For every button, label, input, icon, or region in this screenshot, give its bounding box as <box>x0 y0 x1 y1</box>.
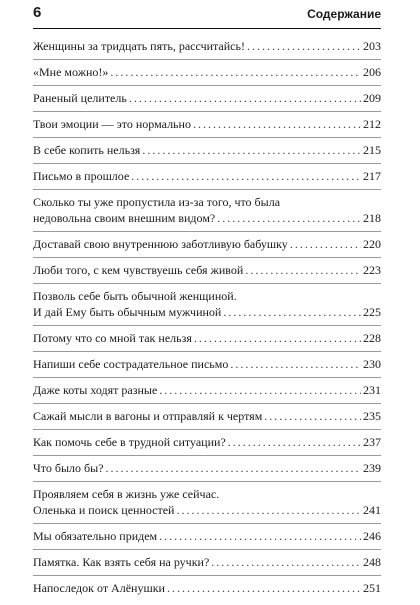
toc-entry-page: 251 <box>363 581 381 595</box>
toc-entry <box>33 168 381 190</box>
toc-entry-page: 223 <box>363 263 381 277</box>
dot-leader <box>159 382 361 398</box>
dot-leader <box>106 460 361 476</box>
toc-entry-title-line: Позволь себе быть обычной женщиной. <box>33 289 237 303</box>
dot-leader <box>131 168 361 184</box>
running-title: Содержание <box>307 7 381 21</box>
dot-leader <box>193 116 361 132</box>
toc-entry-title-line: Люби того, с кем чувствуешь себя живой <box>33 263 244 277</box>
toc-entry-title-line: В себе копить нельзя <box>33 143 141 157</box>
toc-entry <box>33 486 381 524</box>
toc-entry <box>33 356 381 378</box>
toc-entry-page: 215 <box>363 143 381 157</box>
toc-entry-page: 230 <box>363 357 381 371</box>
toc-entry-row <box>33 434 381 450</box>
dot-leader <box>129 90 361 106</box>
toc-entry <box>33 580 381 601</box>
toc-entry-row <box>33 460 381 476</box>
toc-entry-title-line: Письмо в прошлое <box>33 169 130 183</box>
dot-leader <box>223 304 361 320</box>
toc-entry-title-line: Что было бы? <box>33 461 104 475</box>
toc-entry-page: 220 <box>363 237 381 251</box>
toc-entry-row <box>33 236 381 252</box>
toc-entry-page: 203 <box>363 39 381 53</box>
toc-entry-row <box>33 168 381 184</box>
toc-entry <box>33 64 381 86</box>
toc-entry-row <box>33 554 381 570</box>
toc-entry-title-line: Напоследок от Алёнушки <box>33 581 165 595</box>
toc-entry-title-line: Даже коты ходят разные <box>33 383 158 397</box>
dot-leader <box>110 64 361 80</box>
toc-entry <box>33 262 381 284</box>
dot-leader <box>211 554 361 570</box>
toc-entry-title-line: Твои эмоции — это нормально <box>33 117 191 131</box>
toc-entry-row <box>33 304 381 320</box>
table-of-contents <box>33 38 381 605</box>
toc-entry-title-line: Доставай свою внутреннюю заботливую бабушку <box>33 237 288 251</box>
toc-entry <box>33 38 381 60</box>
toc-entry <box>33 90 381 112</box>
dot-leader <box>194 330 361 346</box>
toc-entry <box>33 460 381 482</box>
toc-entry-page: 217 <box>363 169 381 183</box>
toc-entry-page: 235 <box>363 409 381 423</box>
toc-entry-row <box>33 116 381 132</box>
toc-entry-row <box>33 210 381 226</box>
toc-entry-page: 231 <box>363 383 381 397</box>
toc-entry-page: 246 <box>363 529 381 543</box>
dot-leader <box>230 356 361 372</box>
toc-entry <box>33 330 381 352</box>
toc-entry <box>33 116 381 138</box>
toc-entry-title-line: Сажай мысли в вагоны и отправляй к чертям <box>33 409 263 423</box>
toc-entry <box>33 194 381 232</box>
dot-leader <box>247 38 361 54</box>
dot-leader <box>159 528 361 544</box>
toc-entry-page: 209 <box>363 91 381 105</box>
toc-entry-title-line: Женщины за тридцать пять, рассчитайсь! <box>33 39 245 53</box>
toc-entry-row <box>33 408 381 424</box>
toc-entry-row <box>33 38 381 54</box>
dot-leader <box>176 502 361 518</box>
dot-leader <box>264 408 361 424</box>
toc-entry-row <box>33 90 381 106</box>
toc-entry <box>33 434 381 456</box>
toc-entry-row <box>33 262 381 278</box>
toc-entry-row <box>33 142 381 158</box>
toc-entry-title-line: Памятка. Как взять себя на ручки? <box>33 555 210 569</box>
toc-entry <box>33 408 381 430</box>
dot-leader <box>245 262 361 278</box>
toc-entry-page: 237 <box>363 435 381 449</box>
toc-entry-row <box>33 580 381 596</box>
toc-entry-page: 228 <box>363 331 381 345</box>
toc-entry-page: 239 <box>363 461 381 475</box>
dot-leader <box>217 210 361 226</box>
toc-entry-title-line: Как помочь себе в трудной ситуации? <box>33 435 226 449</box>
page-number: 6 <box>33 4 42 21</box>
toc-entry <box>33 528 381 550</box>
toc-entry-row <box>33 330 381 346</box>
toc-entry-row <box>33 64 381 80</box>
toc-entry-row <box>33 528 381 544</box>
toc-entry-title-line: Потому что со мной так нельзя <box>33 331 192 345</box>
toc-entry-row <box>33 356 381 372</box>
toc-entry-title-line: Оленька и поиск ценностей <box>33 503 175 517</box>
toc-entry <box>33 382 381 404</box>
toc-entry-page: 212 <box>363 117 381 131</box>
toc-entry <box>33 142 381 164</box>
page-header <box>33 0 381 29</box>
toc-entry-title-line: И дай Ему быть обычным мужчиной <box>33 305 222 319</box>
toc-entry-title-line: Сколько ты уже пропустила из-за того, что была <box>33 195 281 209</box>
dot-leader <box>228 434 361 450</box>
toc-entry-row <box>33 502 381 518</box>
toc-entry <box>33 554 381 576</box>
toc-entry <box>33 236 381 258</box>
dot-leader <box>167 580 361 596</box>
toc-entry-row <box>33 382 381 398</box>
toc-entry-title-line: «Мне можно!» <box>33 65 109 79</box>
toc-entry-page: 241 <box>363 503 381 517</box>
toc-entry-page: 218 <box>363 211 381 225</box>
dot-leader <box>142 142 361 158</box>
toc-entry-page: 206 <box>363 65 381 79</box>
toc-entry-title-line: Проявляем себя в жизнь уже сейчас. <box>33 487 220 501</box>
toc-entry-title-line: Раненый целитель <box>33 91 127 105</box>
toc-entry-title-line: недовольна своим внешним видом? <box>33 211 216 225</box>
toc-entry-title-line: Мы обязательно придем <box>33 529 158 543</box>
dot-leader <box>290 236 361 252</box>
toc-entry-page: 248 <box>363 555 381 569</box>
toc-entry <box>33 288 381 326</box>
toc-entry-page: 225 <box>363 305 381 319</box>
toc-entry-title-line: Напиши себе сострадательное письмо <box>33 357 229 371</box>
